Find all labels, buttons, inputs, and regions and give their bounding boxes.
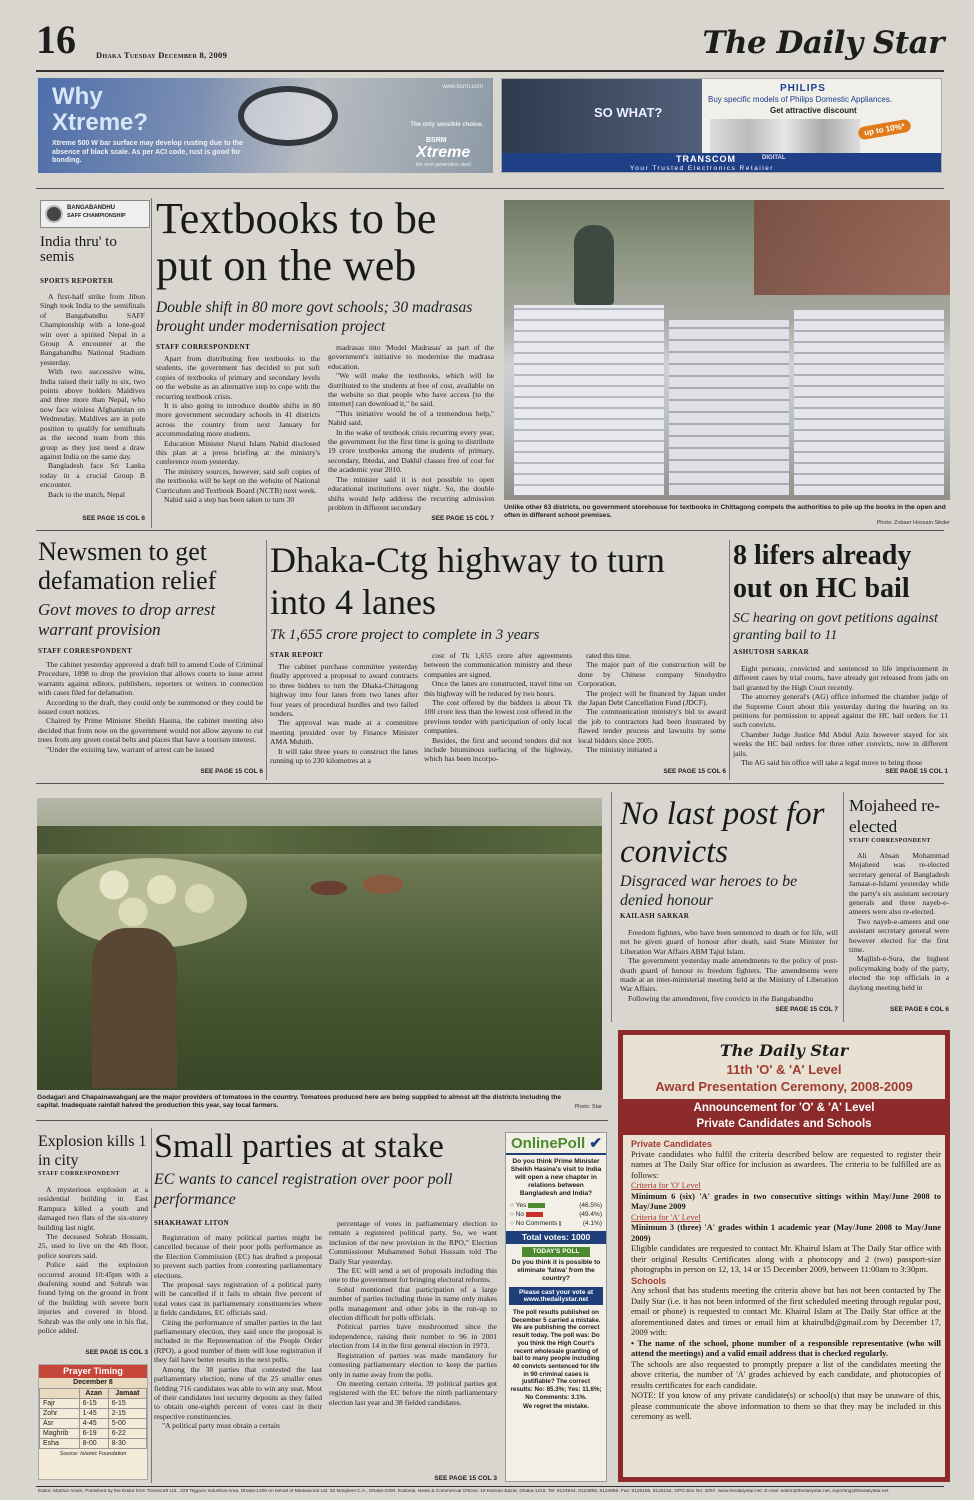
farmers-background [299, 853, 419, 923]
textbooks-byline: STAFF CORRESPONDENT [156, 343, 251, 351]
book-stack-3 [794, 310, 944, 495]
india-continued[interactable]: SEE PAGE 15 COL 6 [82, 515, 145, 522]
prayer-row [40, 1409, 147, 1419]
prayer-cell: 6-22 [108, 1429, 146, 1439]
mojaheed-headline: Mojaheed re-elected [849, 796, 941, 836]
transcom-ad-teaser: SO WHAT? [594, 105, 663, 120]
newsmen-body: The cabinet yesterday approved a draft bill to amend Code of Criminal Procedure, 1898 to drop the provision that allows courts to issue arrest warrants against editors, publishers, reporters or writers in connection with cases filed for defamation. According to the draft, they could only be summoned or they could be issued court notices. Chaired by Prime Minister Sheikh Hasina, the cabinet meeting also decided that from now on the government would not allow anyone to cut trees from any green costal belts and places that have a tourism interest. "Under the existing law, warrant of arrest can be issued [38, 660, 263, 754]
poll-options [506, 1201, 606, 1228]
book-stack-1 [514, 305, 664, 495]
poll-option-pct: (46.5%) [579, 1202, 602, 1209]
explosion-continued[interactable]: SEE PAGE 15 COL 3 [85, 1349, 148, 1356]
xtreme-ad-brand: BSRM [426, 137, 447, 144]
farmer-figure [92, 928, 177, 1088]
prayer-header [40, 1389, 80, 1399]
col-rule-4 [611, 792, 612, 1022]
prayer-cell: 6-15 [108, 1399, 146, 1409]
smallparties-col2: percentage of votes in parliamentary election to remain a registered political party. So, we want inclusion of the new provision in the RPO," Election Commissioner Muhammed Sohul Hussain told The Daily Star yesterday. The EC will send a set of proposals including this one to the government for bringing electoral reforms. Sohul mentioned that participation of a large number of parties including those in name only makes polls management and other jobs in the run-up to election difficult for polls officials. Political parties have mushroomed since the independence, raising their number to 96 in 2001 election from 14 in the first general election in 1973. Registration of parties was made mandatory for contesting parliamentary election to keep the parties only in name away from the polls. On meeting certain criteria, 39 political parties got registered with the EC before the ninth parliamentary election last year and 38 fielded candidates. [329, 1219, 497, 1407]
lastpost-deck: Disgraced war heroes to be denied honour [620, 873, 798, 909]
tomato-photo-caption: Godagari and Chapainawabganj are the major providers of tomatoes in the country. Tomatoes produced here are being supplied to almost all the districts including the capital. Inadequate rainfall halved the production this year, say local farmers. [37, 1094, 562, 1110]
col-rule-2 [266, 540, 267, 780]
row3-bottom-rule [36, 1120, 608, 1121]
masthead-rule [36, 70, 944, 72]
xtreme-ad-tagline: The only sensible choice. [410, 122, 483, 128]
lifers-deck: SC hearing on govt petitions against granting bail to 11 [733, 611, 938, 643]
award-title-line1: 11th 'O' & 'A' Level [726, 1062, 842, 1077]
prayer-cell: 1-45 [79, 1409, 108, 1419]
prayer-table [39, 1388, 147, 1449]
mojaheed-body: Ali Ahsan Mohammad Mojaheed was re-elected secretary general of Bangladesh Jamaat-e-Islami yesterday while the party's six assistant secretary generals and three nayeb-e-ameers were also re-elected. Two nayeb-e-ameers and one assistant secretary general were however elected for the first time. Majlish-e-Sura, the highest policymaking body of the party, elected the top officials in a daylong meeting held in [849, 851, 949, 992]
mojaheed-byline: STAFF CORRESPONDENT [849, 838, 931, 844]
prayer-cell: Esha [40, 1439, 80, 1449]
prayer-timing-box [38, 1364, 148, 1480]
footer-rule [36, 1486, 944, 1487]
india-byline: SPORTS REPORTER [40, 277, 114, 285]
schools-text: Any school that has students meeting the criteria above but has not been contacted by The Daily Star (i.e. it has not been informed of the first scheduled meeting through regular post, email or phone) is requested to contact Mr. Khairul Islam at The Daily Star office at the aforementioned dates and times or email him at khairulbd@gmail.com by December 17, 2009 with: [631, 1286, 941, 1337]
poll-option-yes[interactable] [510, 1201, 602, 1210]
pc-heading: Private Candidates [631, 1139, 713, 1149]
appliance-row [710, 119, 860, 153]
xtreme-ad-product-tag: the next generation steel [416, 162, 471, 168]
transcom-ad[interactable] [501, 78, 942, 173]
col-rule-5 [843, 792, 844, 1022]
poll-bar [559, 1221, 560, 1226]
today-poll-question: Do you think it is possible to eliminate 'fatwa' from the country? [511, 1259, 601, 1282]
o-level-heading: Criteria for 'O' Level [631, 1181, 701, 1190]
highway-col3: rated this time. The major part of the construction will be done by Chinese company Sinohydro Corporation. The project will be financed by Japan under the Japan Debt Cancellation Fund (JDCF). The communication ministry's bid to award the job to contractors had been frustrated by flawed tender process and lawsuits by some local bidders since 2005. The ministry initiated a [578, 651, 726, 755]
transcom-retailer: TRANSCOM [676, 154, 736, 164]
highway-headline: Dhaka-Ctg highway to turn into 4 lanes [270, 540, 665, 622]
radio-icon: ○ [510, 1202, 516, 1209]
footer-imprint: Editor: Mahfuz Anam. Published by the Editor from Transcraft Ltd., 229 Tejgaon Industrial Area, Dhaka-1208 on behalf of Mediaworld Ltd. 52 Motijheel C.A., Dhaka-1000. Editorial, News & Commercial Offices: 19 Karwan Bazar, Dhaka-1215. Tel: 8124944, 8124955, 8124966. Fax: 8125155, 8126154. GPO Box No: 3257. www.thedailystar.net. E-mail: editor@thedailystar.net, reporting@thedailystar.net [38, 1489, 889, 1494]
prayer-cell: Maghrib [40, 1429, 80, 1439]
poll-total: Total votes: 1000 [506, 1231, 606, 1244]
radio-icon: ○ [510, 1220, 516, 1227]
newsmen-byline: STAFF CORRESPONDENT [38, 647, 133, 655]
masthead-logo: The Daily Star [702, 25, 944, 61]
transcom-retailer-tag: Your Trusted Electronics Retailer [630, 165, 774, 172]
prayer-cell: Fajr [40, 1399, 80, 1409]
award-banner [623, 1099, 945, 1135]
prayer-cell: 6-19 [79, 1429, 108, 1439]
textbooks-headline: Textbooks to be put on the web [156, 194, 437, 290]
poll-correction: The poll results published on December 5 carried a mistake. We are publishing the correct result today. The poll was: Do you think the High Court's recent wholesale granting of bail to many people including 40 convicts sentenced for life in 90 criminal cases is justifiable? The correct results: No: 85.3%; Yes: 11.6%; No Comments: 3.1%. [510, 1309, 602, 1401]
highway-deck: Tk 1,655 crore project to complete in 3 years [270, 627, 540, 643]
award-banner-line1: Announcement for 'O' & 'A' Level [693, 1102, 875, 1114]
highway-continued[interactable]: SEE PAGE 15 COL 6 [663, 768, 726, 775]
explosion-headline: Explosion kills 1 in city [38, 1133, 147, 1169]
xtreme-ad-product: Xtreme [416, 144, 471, 161]
pc-intro: Private candidates who fulfil the criteria described below are requested to register their names at The Daily Star office for inclusion as awardees. The criteria to be fulfilled are as follows: [631, 1149, 941, 1180]
xtreme-ad-url: www.bsrm.com [442, 84, 483, 90]
poll-option-pct: (4.1%) [582, 1220, 602, 1227]
smallparties-continued[interactable]: SEE PAGE 15 COL 3 [434, 1475, 497, 1482]
prayer-cell: 6-15 [79, 1399, 108, 1409]
prayer-source: Source: Islamic Foundation [59, 1451, 127, 1457]
textbooks-continued[interactable]: SEE PAGE 15 COL 7 [431, 515, 494, 522]
o-level-criteria: Minimum 6 (six) 'A' grades in two consecutive sittings within May/June 2008 to May/June 2009 [631, 1191, 941, 1211]
prayer-row [40, 1399, 147, 1409]
textbooks-photo-credit: Photo: Zobaer Hossain Sikder [876, 520, 950, 526]
smallparties-byline: SHAKHAWAT LITON [154, 1219, 230, 1227]
prayer-cell: 4-45 [79, 1419, 108, 1429]
a-level-criteria: Minimum 3 (three) 'A' grades within 1 academic year (May/June 2008 to May/June 2009) [631, 1223, 941, 1243]
smallparties-headline: Small parties at stake [154, 1128, 444, 1165]
ads-bottom-rule [36, 188, 944, 189]
prayer-header: Jamaat [108, 1389, 146, 1399]
page-number: 16 [36, 17, 76, 62]
newsmen-deck: Govt moves to drop arrest warrant provision [38, 600, 216, 639]
schools-note: The schools are also requested to promptly prepare a list of the candidates meeting the above criteria, the number of 'A' grades achieved by each candidate, and photocopies of results certificates for each candidate. [631, 1359, 941, 1390]
india-headline: India thru' to semis [40, 234, 117, 266]
prayer-cell: 8-00 [79, 1439, 108, 1449]
newsmen-continued[interactable]: SEE PAGE 15 COL 6 [200, 768, 263, 775]
prayer-row [40, 1419, 147, 1429]
saff-badge-line1: BANGABANDHU [67, 205, 115, 211]
smallparties-deck: EC wants to cancel registration over poor poll performance [154, 1171, 453, 1208]
poll-regret: We regret the mistake. [523, 1403, 589, 1411]
schools-bullet-text: The name of the school, phone number of a responsible representative (who will attend the meetings) and a valid email address that is checked regularly. [631, 1338, 942, 1358]
cast-vote-box[interactable] [509, 1287, 603, 1305]
philips-offer: Buy specific models of Philips Domestic Appliances. [708, 95, 893, 104]
online-poll [505, 1132, 607, 1482]
poll-option-label: Yes [515, 1202, 527, 1209]
award-title-line2: Award Presentation Ceremony, 2008-2009 [655, 1079, 913, 1094]
explosion-byline: STAFF CORRESPONDENT [38, 1171, 120, 1177]
award-logo: The Daily Star [719, 1041, 849, 1060]
smallparties-col1: Registration of many political parties might be cancelled because of their poor polls performance as the Election Commission (EC) has drafted a proposal to prevent such parties from contesting parliamentary elections. The proposal says registration of a political party will be cancelled if it fails to obtain five percent of total votes cast in parliamentary constituencies where it fields candidates, EC officials said. Citing the performance of smaller parties in the last parliamentary election, they said once the proposal is included in the Representation of the People Order (RPO), a good number of them will lose registration if they fail have better results in the next polls. Among the 38 parties that contested the last parliamentary election, none of the 25 smaller ones fielding 716 candidates was able to win any seat. Most of their candidates lost security deposits as they failed to obtain one-eighth percent of votes cast in their respective constituencies. "A political party must obtain a certain [154, 1233, 322, 1431]
book-stack-2 [669, 320, 789, 495]
saff-badge-line2: SAFF CHAMPIONSHIP [67, 213, 126, 219]
prayer-cell: 8-30 [108, 1439, 146, 1449]
magnifier-graphic [238, 86, 338, 146]
poll-option-label: No Comments [515, 1220, 558, 1227]
textbooks-col2: madrasas into 'Model Madrasas' as part of the government's initiative to modernise the madrasa education. "We will make the textbooks, which will be distributed to the students at free of cost, available on the website so that people who have access [to the internet] can download it," he said. "This initiative would be of a tremendous help," Nahid said. In the wake of textbook crisis recurring every year, the government for the first time is going to distribute 19 crore textbooks among the students of primary, secondary, Ibtedai, and Dakhil classes free of cost for the academic year 2010. The minister said it is not possible to open educational institutions over night. So, the double shifts would help address the recurring admission problem in different secondary [328, 343, 494, 512]
xtreme-ad-headline: Why Xtreme? [52, 83, 149, 136]
award-announcement [618, 1030, 950, 1482]
schools-bullet: • The name of the school, phone number of a responsible representative (who will attend the meetings) and a valid email address that is checked regularly. [631, 1338, 942, 1358]
lastpost-body: Freedom fighters, who have been sentenced to death or for life, will not be given guard of honour after death, said State Minister for Liberation War Affairs ABM Tajul Islam. The government yesterday made amendments to the policy of post-death guard of honour to freedom fighters. The amendments were made at an inter-ministerial meeting held at the Ministry of Liberation War Affairs. Following the amendment, five convicts in the Bangabandhu [620, 928, 838, 1003]
poll-title [506, 1133, 606, 1155]
lifers-body: Eight persons, convicted and sentenced to life imprisonment in different cases by trial courts, have already got released from jails on bail granted by the High Court recently. The attorney general's (AG) office informed the chamber judge of the Supreme Court about this yesterday during the hearing on its petitions for permission to appeal against the HC bail orders for 11 such convicts. Chamber Judge Justice Md Abdul Aziz however stayed for six weeks the HC bail orders for three other convicts, now in different jails. The AG said his office will take a legal move to bring those [733, 664, 948, 768]
building-backdrop [754, 200, 950, 295]
philips-brand: PHILIPS [780, 83, 826, 94]
prayer-date: December 8 [39, 1378, 147, 1388]
schools-heading: Schools [631, 1275, 667, 1286]
textbooks-deck: Double shift in 80 more govt schools; 30 madrasas brought under modernisation project [156, 299, 473, 335]
row1-bottom-rule [36, 530, 944, 531]
textbooks-photo-caption: Unlike other 63 districts, no government storehouse for textbooks in Chittagong compels the authorities to pile up the books in the open and often in different school premises. [504, 504, 946, 520]
transcom-retailer-sub: DIGITAL [762, 155, 786, 161]
award-note: NOTE: If you know of any private candidate(s) or school(s) that may be unaware of this, please communicate the above information to them so that they may be included in this ceremony as well. [631, 1391, 941, 1421]
poll-question: Do you think Prime Minister Sheikh Hasina's visit to India will open a new chapter in relations between Bangladesh and India? [510, 1158, 602, 1197]
saff-badge [40, 200, 150, 228]
cast-vote-url[interactable]: www.thedailystar.net [523, 1296, 589, 1303]
india-body: A first-half strike from Jibon Singh took India to the semifinals of Bangabandhu SAFF Championship with a lone-goal win over a spirited Nepal in a Group A encounter at the Bangabandhu National Stadium yesterday. With two successive wins, India raised their tally to six, two points above holders Maldives and three more than Nepal, who now face winless Afghanistan on Wednesday. Maldives are in pole position to qualify for semifinals as the second team from this group as they just need a draw against India on the same day. Bangladesh face Sri Lanka today in a crucial Group B encounter. Back to the match, Nepal [40, 292, 145, 499]
textbooks-col1: Apart from distributing free textbooks to the students, the government has decided to put soft copies of textbooks of primary and secondary levels on the website as an alternative step to cope with the recurring textbook crisis. It is also going to introduce double shifts in 80 more government secondary schools in 41 districts across the country from next January for accommodating more students. Education Minister Nurul Islam Nahid disclosed this plan at a press briefing at the ministry's conference room yesterday. The ministry sources, however, said soft copies of the textbooks will be kept on the website of National Curriculum and Textbook Board (NCTB) next week. Nahid said a step has been taken to turn 30 [156, 354, 320, 505]
today-poll-label: TODAY'S POLL [522, 1247, 590, 1257]
award-body [631, 1139, 941, 1423]
explosion-body: A mysterious explosion at a residential building in East Rampura killed a youth and damaged two flats of the six-storey building last night. The deceased Sohrab Hossain, 25, used to live on the 4th floor, police sources said. Police said the explosion occurred around 10:45pm with a deafening sound and Sohrab was found lying on the ground in front of the building with severe burn injuries and covered in blood. Sohrab was the only one in his flat, police added. [38, 1185, 148, 1336]
dateline: Dhaka Tuesday December 8, 2009 [96, 50, 228, 60]
checkmark-icon: ✔ [585, 1135, 602, 1152]
col-rule-6 [151, 1128, 152, 1483]
row2-bottom-rule [36, 783, 944, 784]
col-rule-1 [151, 198, 152, 528]
worker-figure [574, 225, 614, 305]
xtreme-ad[interactable] [38, 78, 493, 173]
poll-bar [528, 1203, 544, 1208]
a-level-heading: Criteria for 'A' Level [631, 1212, 701, 1222]
poll-option-nocomment[interactable] [510, 1219, 602, 1228]
textbooks-photo [504, 200, 950, 500]
highway-col1: The cabinet purchase committee yesterday finally approved a proposal to award contracts to three bidders to turn the Dhaka-Chittagong highway into four lanes from two lanes after four years of procedural hurdles and two failed tenders. The approval was made at a committee meeting presided over by Finance Minister AMA Muhith. It will take three years to construct the lanes running up to 230 kilometres at a [270, 662, 418, 766]
col-rule-3 [729, 540, 730, 780]
newsmen-headline: Newsmen to get defamation relief [38, 537, 217, 595]
poll-option-label: No [515, 1211, 525, 1218]
prayer-cell: 2-15 [108, 1409, 146, 1419]
prayer-header: Azan [79, 1389, 108, 1399]
prayer-cell: Zohr [40, 1409, 80, 1419]
cast-vote-prompt: Please cast your vote at [518, 1289, 594, 1296]
poll-option-pct: (49.4%) [579, 1211, 602, 1218]
mojaheed-continued[interactable]: SEE PAGE 6 COL 6 [889, 1006, 949, 1013]
lifers-headline: 8 lifers already out on HC bail [733, 540, 912, 604]
philips-offer2: Get attractive discount [770, 106, 857, 115]
prayer-cell: 5-00 [108, 1419, 146, 1429]
highway-col2: cost of Tk 1,655 crore after agreements between the communication ministry and these companies are signed. Once the lanes are constructed, travel time on this highway will be reduced by two hours. The cost offered by the bidders is about Tk 100 crore less than the lowest cost offered in the previous tender with participation of only local companies. Besides, the first and second tenders did not include bituminous surfacing of the highway, which has been incorpo- [424, 651, 572, 764]
lifers-byline: ASHUTOSH SARKAR [733, 648, 810, 656]
prayer-row [40, 1429, 147, 1439]
discount-badge: up to 10%* [857, 119, 911, 141]
poll-bar [526, 1212, 543, 1217]
prayer-title: Prayer Timing [39, 1365, 147, 1378]
prayer-cell: Asr [40, 1419, 80, 1429]
radio-icon: ○ [510, 1211, 516, 1218]
award-banner-line2: Private Candidates and Schools [696, 1118, 872, 1130]
lastpost-headline: No last post for convicts [620, 796, 825, 870]
eligible-text: Eligible candidates are requested to contact Mr. Khairul Islam at The Daily Star office with their original Results Certificates along with a photocopy and 2 (two) passport-size photographs in person on 12, 13, 14 or 15 December 2009, between 11:00am to 3:30pm. [631, 1244, 941, 1274]
tomato-photo [37, 798, 602, 1090]
lifers-continued[interactable]: SEE PAGE 15 COL 1 [885, 768, 948, 775]
xtreme-ad-copy: Xtreme 500 W bar surface may develop rusting due to the absence of black scale. As per ACI code, rust is good for bonding. [52, 140, 243, 164]
prayer-row [40, 1439, 147, 1449]
tomato-photo-credit: Photo: Star [574, 1104, 602, 1110]
highway-byline: STAR REPORT [270, 651, 324, 659]
tree-line [37, 826, 602, 854]
lastpost-byline: KAILASH SARKAR [620, 912, 690, 920]
poll-title-text: OnlinePoll [511, 1135, 586, 1152]
poll-option-no[interactable] [510, 1210, 602, 1219]
lastpost-continued[interactable]: SEE PAGE 15 COL 7 [775, 1006, 838, 1013]
football-icon [45, 205, 63, 223]
